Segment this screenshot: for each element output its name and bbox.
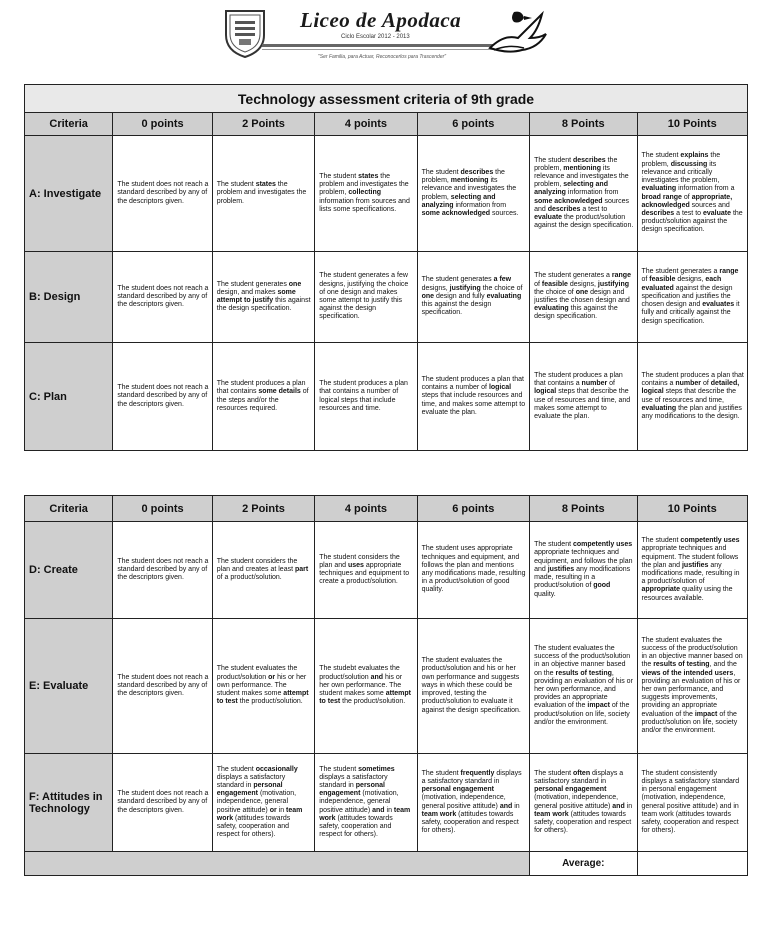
criterion-label: B: Design	[25, 252, 113, 343]
descriptor-cell: The student consistently displays a satisfactory standard in personal engagement (motivation, independence, general positive attitude) and in team work (attitudes towards safety, cooperation and respect for others).	[637, 754, 748, 852]
rubric-table-2	[24, 495, 748, 876]
descriptor-cell: The student produces a plan that contains a number of logical steps that include resources and time.	[315, 343, 417, 451]
descriptor-cell: The student generates a few designs, justifying the choice of one design and makes some attempt to justify this against the design specification.	[315, 252, 417, 343]
school-cycle: Ciclo Escolar 2012 - 2013	[341, 34, 410, 40]
header-rule-thin	[262, 49, 496, 50]
header-row	[25, 113, 748, 136]
descriptor-cell: The student produces a plan that contains a number of logical steps that describe the use of resources and time, and makes some attempt to evaluate the plan.	[530, 343, 637, 451]
header-row	[25, 496, 748, 522]
col-0-points: 0 points	[113, 496, 212, 522]
descriptor-cell: The student does not reach a standard described by any of the descriptors given.	[113, 252, 212, 343]
average-row-shade	[25, 852, 530, 876]
average-row	[25, 852, 748, 876]
descriptor-cell: The student generates one design, and makes some attempt to justify this against the design specification.	[212, 252, 314, 343]
descriptor-cell: The student competently uses appropriate techniques and equipment. The student follows the plan and justifies any modifications made, resulting in a product/solution of appropriate quality using the resources available.	[637, 522, 748, 619]
eagle-mascot-icon	[484, 4, 550, 58]
criterion-label: A: Investigate	[25, 136, 113, 252]
descriptor-cell: The student explains the problem, discussing its relevance and critically investigates the problem, evaluating information from a broad range of appropriate, acknowledged sources and describes a test to evaluate the product/solution against the design specification.	[637, 136, 748, 252]
school-name: Liceo de Apodaca	[300, 8, 462, 32]
descriptor-cell: The student often displays a satisfactory standard in personal engagement (motivation, independence, general positive attitude) and in team work (attitudes towards safety, cooperation and respect for others).	[530, 754, 637, 852]
col-10-points: 10 Points	[637, 496, 748, 522]
col-10-points: 10 Points	[637, 113, 748, 136]
descriptor-cell: The student produces a plan that contains a number of logical steps that include resources and time, and makes some attempt to evaluate the plan.	[417, 343, 529, 451]
row-create	[25, 522, 748, 619]
header-rule	[262, 44, 496, 47]
criterion-label: C: Plan	[25, 343, 113, 451]
descriptor-cell: The student describes the problem, mentioning its relevance and investigates the problem, selecting and analyzing information from some acknowledged sources.	[417, 136, 529, 252]
col-6-points: 6 points	[417, 113, 529, 136]
descriptor-cell: The student does not reach a standard described by any of the descriptors given.	[113, 136, 212, 252]
descriptor-cell: The student competently uses appropriate techniques and equipment, and follows the plan and justifies any modifications made, resulting in a product/solution of good quality.	[530, 522, 637, 619]
col-4-points: 4 points	[315, 113, 417, 136]
descriptor-cell: The student frequently displays a satisfactory standard in personal engagement (motivation, independence, general positive attitude) and in team work (attitudes towards safety, cooperation and respect for others).	[417, 754, 529, 852]
descriptor-cell: The student considers the plan and creates at least part of a product/solution.	[212, 522, 314, 619]
col-4-points: 4 points	[315, 496, 417, 522]
school-motto: "Ser Familia, para Actuar, Reconocerlos para Trascender"	[318, 54, 447, 60]
row-investigate	[25, 136, 748, 252]
criterion-label: E: Evaluate	[25, 619, 113, 754]
descriptor-cell: The student generates a range of feasible designs, justifying the choice of one design and justifies the chosen design and evaluating this against the design specification.	[530, 252, 637, 343]
descriptor-cell: The student describes the problem, mentioning its relevance and investigates the problem, selecting and analyzing information from some acknowledged sources and describes a test to evaluate the product/solution against the design specification.	[530, 136, 637, 252]
row-evaluate	[25, 619, 748, 754]
col-criteria: Criteria	[25, 113, 113, 136]
descriptor-cell: The student states the problem and investigates the problem.	[212, 136, 314, 252]
school-crest-icon	[222, 7, 268, 59]
rubric-table-1	[24, 84, 748, 451]
descriptor-cell: The student does not reach a standard described by any of the descriptors given.	[113, 619, 212, 754]
col-6-points: 6 points	[417, 496, 529, 522]
descriptor-cell: The student generates a few designs, justifying the choice of one design and fully evaluating this against the design specification.	[417, 252, 529, 343]
descriptor-cell: The student evaluates the success of the product/solution in an objective manner based on the results of testing, and the views of the intended users, providing an evaluation of his or her own performance, and suggests improvements, providing an appropriate evaluation of the impact of the product/solution on life, society and/or the environment.	[637, 619, 748, 754]
descriptor-cell: The student produces a plan that contains some details of the steps and/or the resources required.	[212, 343, 314, 451]
descriptor-cell: The studebt evaluates the product/solution and his or her own performance. The student makes some attempt to test the product/solution.	[315, 619, 417, 754]
descriptor-cell: The student does not reach a standard described by any of the descriptors given.	[113, 522, 212, 619]
row-attitudes	[25, 754, 748, 852]
descriptor-cell: The student considers the plan and uses appropriate techniques and equipment to create a product/solution.	[315, 522, 417, 619]
descriptor-cell: The student sometimes displays a satisfactory standard in personal engagement (motivation, independence, general positive attitude) and in team work (attitudes towards safety, cooperation and respect for others).	[315, 754, 417, 852]
col-8-points: 8 Points	[530, 496, 637, 522]
descriptor-cell: The student evaluates the product/solution or his or her own performance. The student makes some attempt to test the product/solution.	[212, 619, 314, 754]
criterion-label: D: Create	[25, 522, 113, 619]
col-0-points: 0 points	[113, 113, 212, 136]
descriptor-cell: The student evaluates the product/solution and his or her own performance and suggests ways in which these could be improved, testing the product/solution to evaluate it against the design specification.	[417, 619, 529, 754]
descriptor-cell: The student produces a plan that contains a number of detailed, logical steps that describe the use of resources and time, evaluating the plan and justifies any modifications to the design.	[637, 343, 748, 451]
average-input[interactable]	[637, 852, 748, 876]
document-header	[0, 0, 768, 78]
row-plan	[25, 343, 748, 451]
descriptor-cell: The student does not reach a standard described by any of the descriptors given.	[113, 343, 212, 451]
descriptor-cell: The student states the problem and investigates the problem, collecting information from sources and lists some specifications.	[315, 136, 417, 252]
table-title: Technology assessment criteria of 9th grade	[25, 85, 748, 113]
table-title-row	[25, 85, 748, 113]
descriptor-cell: The student evaluates the success of the product/solution in an objective manner based on the results of testing, providing an evaluation of his or her own performance, and provides an appropriate evaluation of the impact of the product/solution on life, society and/or the environment.	[530, 619, 637, 754]
row-design	[25, 252, 748, 343]
average-label: Average:	[530, 852, 637, 876]
descriptor-cell: The student does not reach a standard described by any of the descriptors given.	[113, 754, 212, 852]
descriptor-cell: The student uses appropriate techniques and equipment, and follows the plan and mentions any modifications made, resulting in a product/solution of good quality.	[417, 522, 529, 619]
descriptor-cell: The student occasionally displays a satisfactory standard in personal engagement (motivation, independence, general positive attitude) or in team work (attitudes towards safety, cooperation and respect for others).	[212, 754, 314, 852]
col-2-points: 2 Points	[212, 113, 314, 136]
criterion-label: F: Attitudes in Technology	[25, 754, 113, 852]
descriptor-cell: The student generates a range of feasible designs, each evaluated against the design specification and justifies the chosen design and evaluates it fully and critically against the design specification.	[637, 252, 748, 343]
col-8-points: 8 Points	[530, 113, 637, 136]
col-2-points: 2 Points	[212, 496, 314, 522]
col-criteria: Criteria	[25, 496, 113, 522]
